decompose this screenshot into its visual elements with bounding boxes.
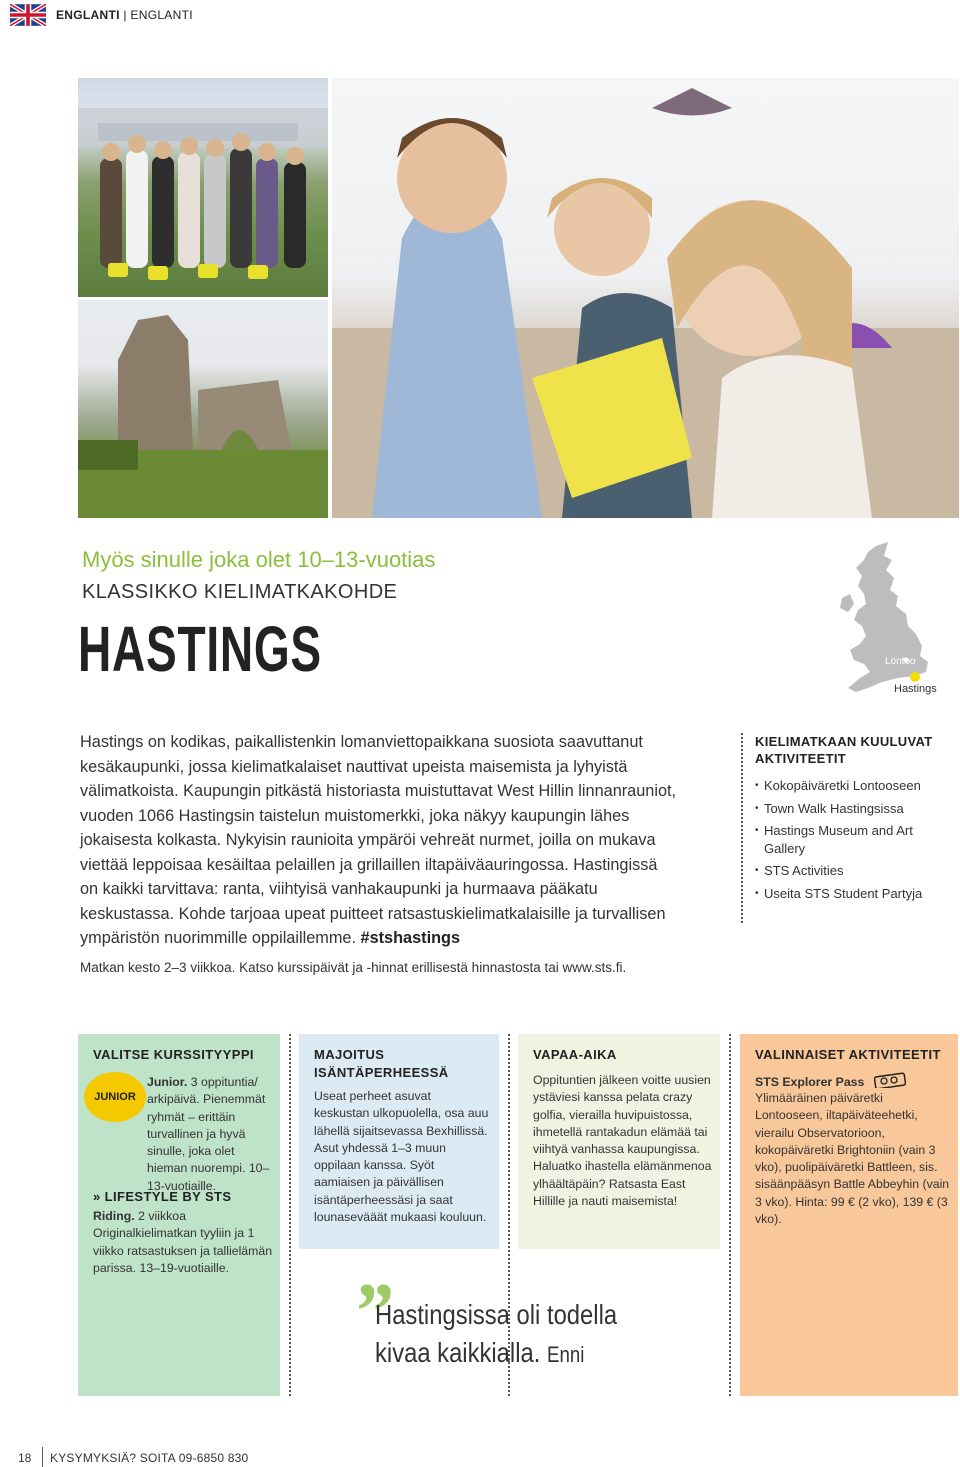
list-item: • Kokopäiväretki Lontooseen — [755, 777, 955, 795]
junior-badge: JUNIOR — [84, 1072, 146, 1122]
quote-author: Enni — [546, 1342, 585, 1367]
section-label: ENGLANTI | ENGLANTI — [56, 8, 193, 22]
beach-friends-photo — [332, 78, 959, 518]
included-activities-list — [755, 777, 955, 907]
optional-activities-box — [740, 1034, 958, 1396]
category-subtitle: KLASSIKKO KIELIMATKAKOHDE — [82, 581, 398, 603]
map-label-london: Lontoo — [885, 656, 916, 667]
duration-note: Matkan kesto 2–3 viikkoa. Katso kurssipäivät ja -hinnat erillisestä hinnastosta tai www.sts.fi. — [80, 960, 627, 975]
freetime-box — [518, 1034, 720, 1249]
list-item: • Town Walk Hastingsissa — [755, 800, 955, 818]
group-photo — [78, 78, 328, 297]
footer-divider — [42, 1447, 43, 1467]
map-label-hastings: Hastings — [894, 683, 937, 695]
course-type-title: VALITSE KURSSITYYPPI — [93, 1047, 254, 1062]
page-title: HASTINGS — [78, 613, 322, 685]
separator — [729, 1034, 731, 1396]
list-item: • Hastings Museum and Art Gallery — [755, 822, 955, 857]
student-quote: Hastingsissa oli todella kivaa kaikkialla. Enni — [375, 1299, 618, 1368]
page-number: 18 — [18, 1451, 32, 1465]
lifestyle-title: » LIFESTYLE BY STS — [93, 1189, 232, 1204]
quote-mark: ” — [352, 1268, 392, 1356]
separator — [741, 733, 743, 923]
accommodation-text: Useat perheet asuvat keskustan ulkopuolella, osa auu lähellä sijaitsevassa Bexhillissä. Asut yhdessä 1–3 muun oppilaan kanssa. Syöt aamiaisen ja päivällisen isäntäperheessäsi ja saat lounasevääät mukaasi kouluun. — [314, 1089, 489, 1225]
hashtag: #stshastings — [360, 929, 461, 947]
course-type-box — [78, 1034, 280, 1396]
uk-flag-icon — [10, 4, 46, 26]
footer-contact: KYSYMYKSIÄ? SOITA 09-6850 830 — [50, 1451, 249, 1465]
separator — [289, 1034, 291, 1396]
freetime-title: VAPAA-AIKA — [533, 1047, 617, 1062]
castle-ruins-photo — [78, 300, 328, 518]
accommodation-box — [299, 1034, 499, 1249]
freetime-text: Oppituntien jälkeen voitte uusien ystäviesi kanssa pelata crazy golfia, vierailla huvipuistossa, ihmetellä rantakadun elämää tai viihtyä vanhassa kaupungissa. Haluatko ihastella elämänmenoa ylhäältäpäin? Ratsasta East Hillille ja nauti maisemista! — [533, 1073, 712, 1209]
included-activities-title: KIELIMATKAAN KUULUVAT AKTIVITEETIT — [755, 734, 933, 766]
list-item: • Useita STS Student Partyja — [755, 885, 955, 903]
explorer-pass: STS Explorer Pass — [755, 1072, 950, 1093]
accommodation-title: MAJOITUS ISÄNTÄPERHEESSÄ — [314, 1047, 449, 1080]
riding-description: Riding. 2 viikkoa Originalkielimatkan tyyliin ja 1 viikko ratsastuksen ja tallielämän parissa. 13–19-vuotiaille. — [93, 1209, 273, 1275]
optional-activities-text: Ylimääräinen päiväretki Lontooseen, iltapäiväteehetki, vierailu Observatorioon, kokopäiväretki Brightoniin (vain 3 vko), puolipäiväretki Battleen, sis. sisäänpääsyn Battle Abbeyhin (vain 3 vko). Hinta: 99 € (2 vko), 139 € (3 vko). — [755, 1091, 950, 1227]
uk-map-icon — [836, 538, 946, 698]
list-item: • STS Activities — [755, 862, 955, 880]
intro-paragraph: Hastings on kodikas, paikallistenkin lomanviettopaikkana suosiota saavuttanut kesäkaupunki, jossa kielimatkalaiset nauttivat upeista maisemista ja lyhyistä välimatkoista. Kaupungin pitkästä historiasta muistuttavat West Hillin linnanrauniot, vuoden 1066 Hastingsin taistelun muistomerkki, joka näkyy kaupungin lähes jokaisesta kolkasta. Nykyisin raunioita ympäröi vehreät nurmet, joilla on mukava viettää leppoisaa kesäiltaa pelaillen ja grillaillen iltapäiväauringossa. Hastingissä on kaikki tarvittava: ranta, viihtyisä vanhakaupunki ja hurmaava pääkatu keskustassa. Kohde tarjoaa upeat puitteet ratsastuskielimatkalaisille ja turvallisen ympäristön nuorimmille oppilaillemme. #stshastings — [80, 733, 677, 947]
age-group-subtitle: Myös sinulle joka olet 10–13-vuotias — [82, 547, 436, 572]
optional-activities-title: VALINNAISET AKTIVITEETIT — [755, 1047, 941, 1062]
junior-description: Junior. 3 oppituntia/ arkipäivä. Pienemmät ryhmät – erittäin turvallinen ja hyvä sinulle, joka olet hieman nuorempi. 10–13-vuotiaille. — [147, 1075, 270, 1193]
